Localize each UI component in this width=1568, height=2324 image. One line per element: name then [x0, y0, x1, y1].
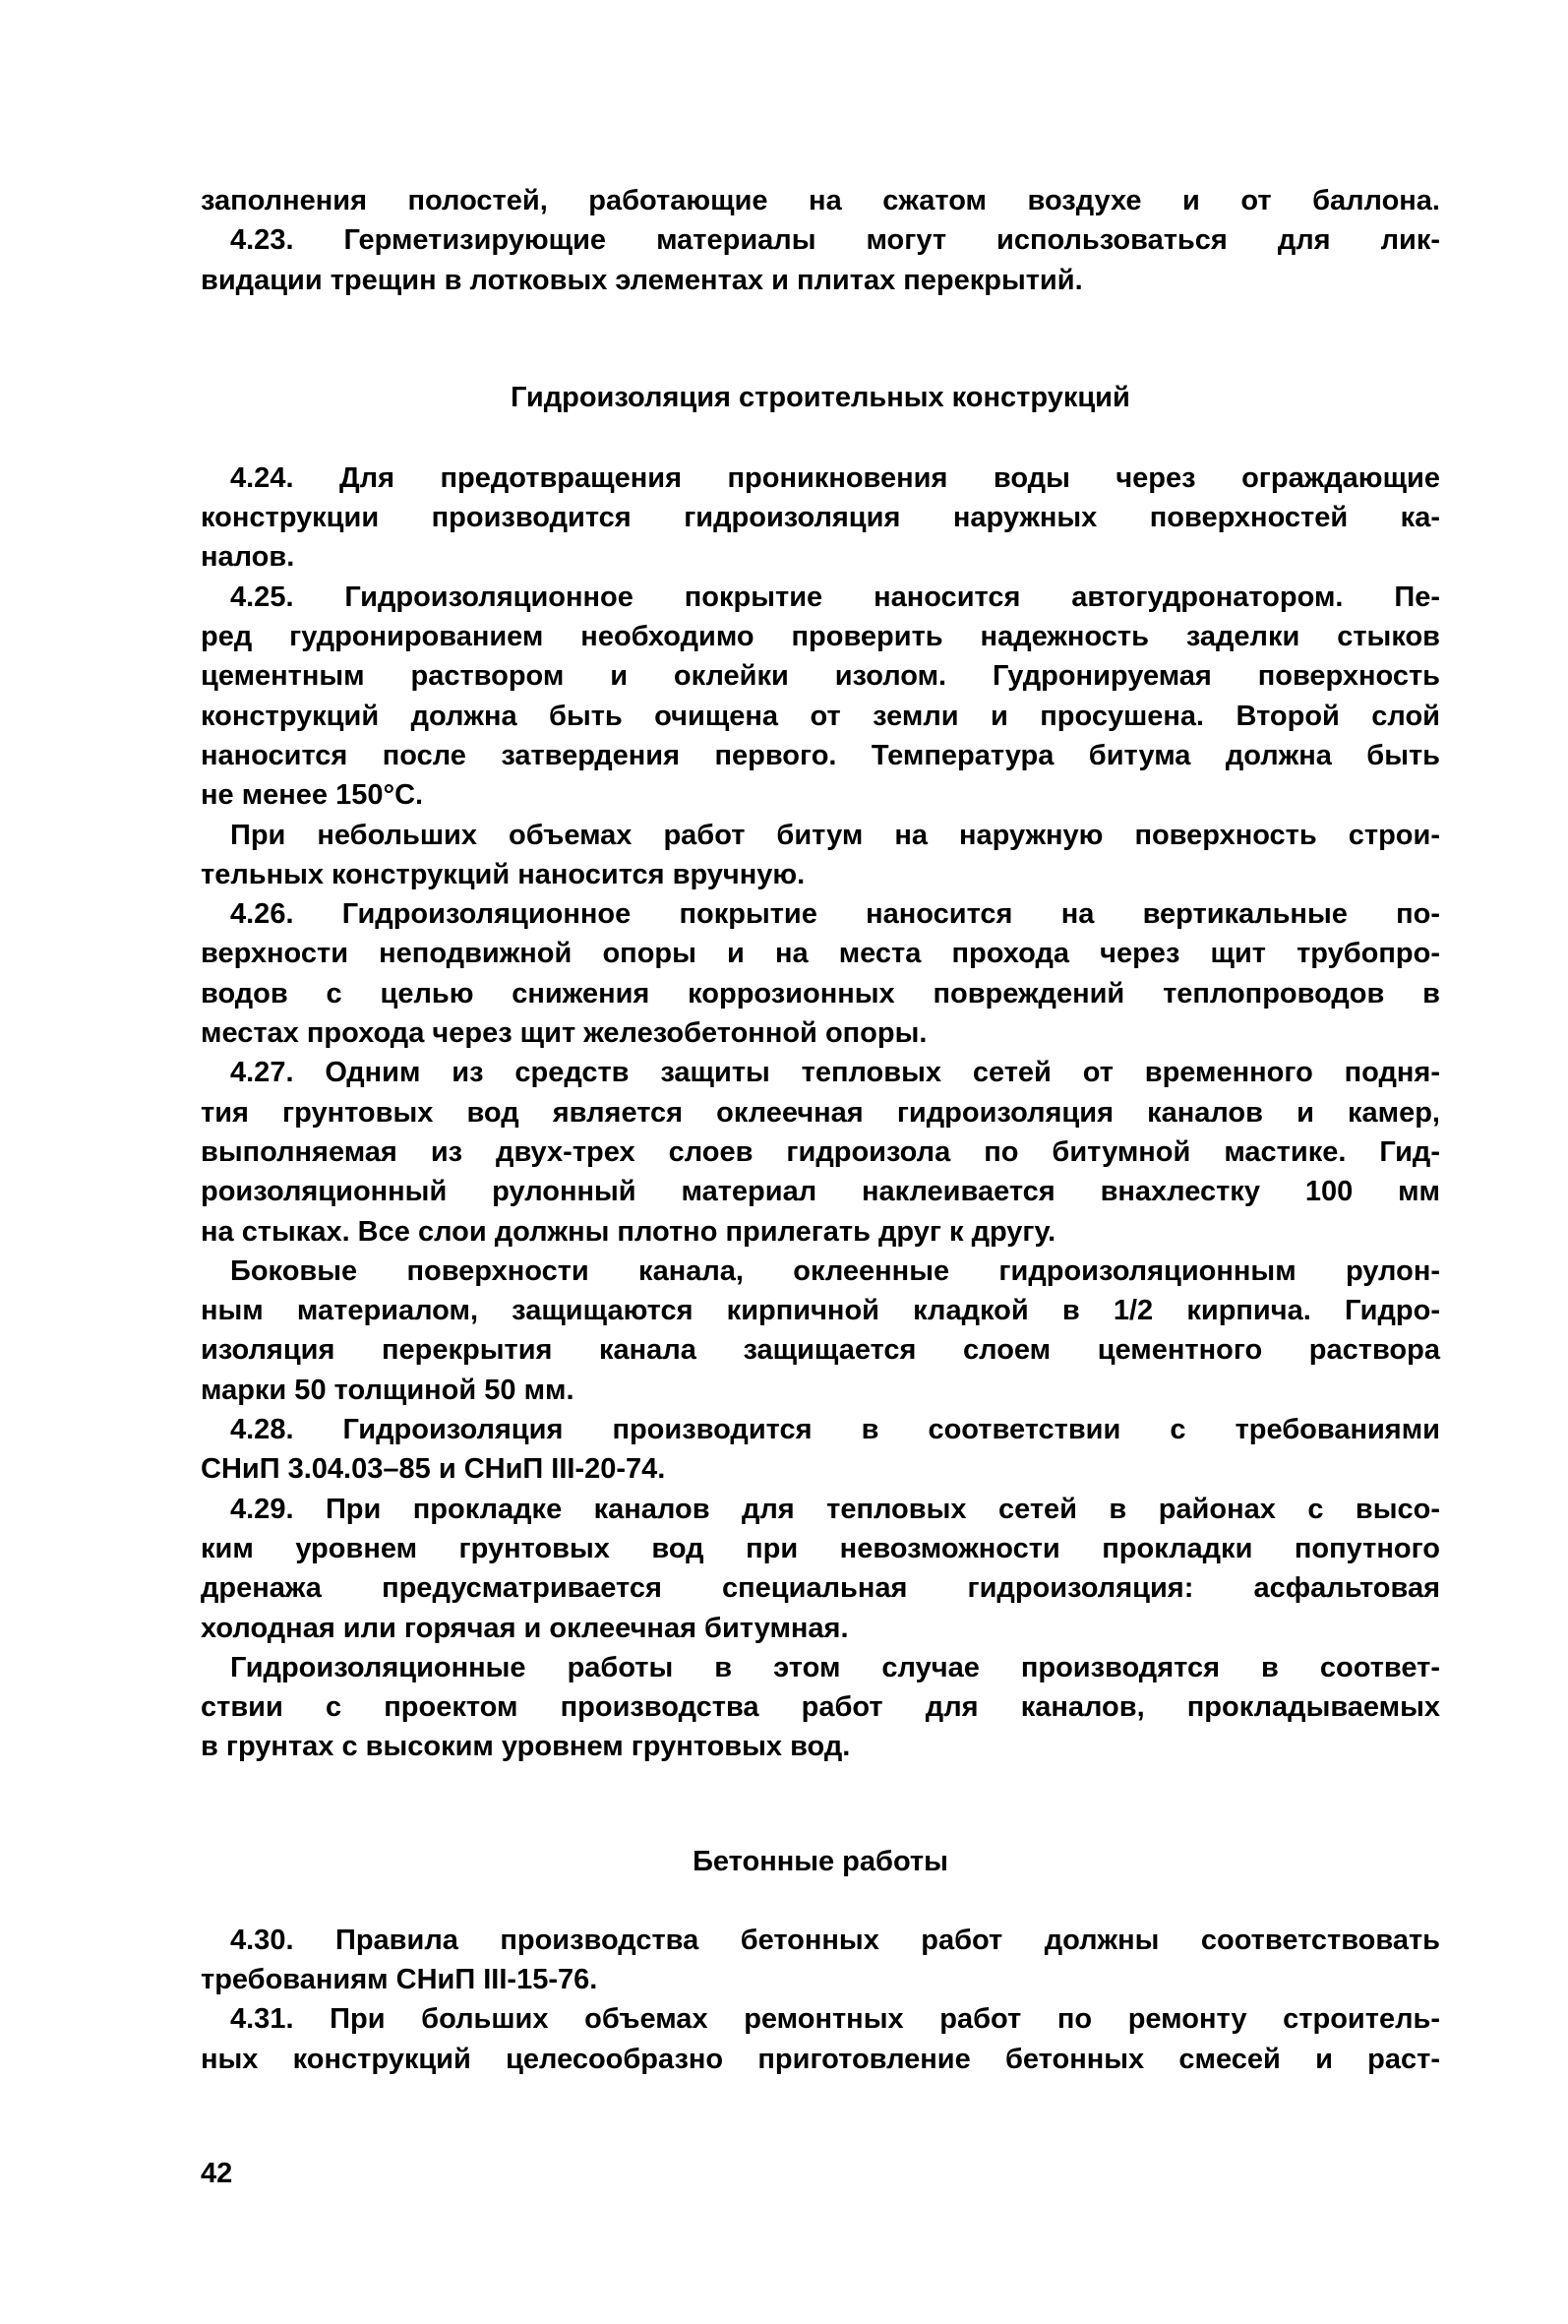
text-line: 4.28. Гидроизоляция производится в соответствии с требованиями: [230, 1414, 1440, 1446]
text-line: выполняемая из двух-трех слоев гидроизола по битумной мастике. Гид-: [201, 1135, 1440, 1168]
text-line: При небольших объемах работ битум на наружную поверхность строи-: [230, 819, 1440, 851]
text-line: ред гудронированием необходимо проверить надежность заделки стыков: [201, 621, 1440, 653]
text-line: тия грунтовых вод является оклеечная гидроизоляция каналов и камер,: [201, 1096, 1440, 1129]
text-line: налов.: [201, 541, 295, 574]
text-line: требованиям СНиП III-15-76.: [201, 1963, 598, 1995]
document-body: [201, 181, 1440, 2079]
paragraph: [201, 894, 1440, 1053]
text-line: заполнения полостей, работающие на сжатом воздухе и от баллона.: [201, 185, 1440, 216]
paragraph: [201, 220, 1440, 300]
text-line: дренажа предусматривается специальная гидроизоляция: асфальтовая: [201, 1572, 1440, 1605]
text-line: 4.27. Одним из средств защиты тепловых сетей от временного подня-: [230, 1057, 1440, 1089]
paragraph: [201, 1921, 1440, 2000]
text-line: холодная или горячая и оклеечная битумная.: [201, 1612, 849, 1644]
section-heading: Гидроизоляция строительных конструкций: [511, 381, 1130, 413]
text-line: изоляция перекрытия канала защищается слоем цементного раствора: [201, 1334, 1440, 1367]
section-heading: Бетонные работы: [693, 1845, 948, 1877]
text-line: ствии с проектом производства работ для каналов, прокладываемых: [201, 1691, 1440, 1724]
paragraph: [201, 181, 1440, 220]
text-line: ных конструкций целесообразно приготовление бетонных смесей и раст-: [201, 2043, 1440, 2075]
text-line: 4.23. Герметизирующие материалы могут использоваться для лик-: [230, 224, 1440, 257]
text-line: наносится после затвердения первого. Температура битума должна быть: [201, 739, 1440, 771]
text-line: верхности неподвижной опоры и на места прохода через щит трубопро-: [201, 938, 1440, 970]
text-line: не менее 150°С.: [201, 779, 424, 812]
paragraph: [201, 1410, 1440, 1490]
text-line: цементным раствором и оклейки изолом. Гудронируемая поверхность: [201, 660, 1440, 693]
paragraph: [201, 1999, 1440, 2079]
text-line: тельных конструкций наносится вручную.: [201, 858, 806, 890]
paragraph: [201, 1252, 1440, 1410]
text-line: Боковые поверхности канала, оклеенные гидроизоляционным рулон-: [230, 1254, 1440, 1287]
text-line: ным материалом, защищаются кирпичной кладкой в 1/2 кирпича. Гидро-: [201, 1295, 1440, 1327]
text-line: 4.31. При больших объемах ремонтных работ по ремонту строитель-: [230, 2003, 1440, 2036]
text-line: роизоляционный рулонный материал наклеивается внахлестку 100 мм: [201, 1176, 1440, 1208]
page-number: 42: [201, 2157, 233, 2189]
text-line: ким уровнем грунтовых вод при невозможности прокладки попутного: [201, 1532, 1440, 1564]
paragraph: [201, 1053, 1440, 1251]
text-line: конструкции производится гидроизоляция наружных поверхностей ка-: [201, 502, 1440, 534]
text-line: видации трещин в лотковых элементах и плитах перекрытий.: [201, 264, 1083, 296]
paragraph: [201, 816, 1440, 895]
paragraph: [201, 1648, 1440, 1767]
text-line: конструкций должна быть очищена от земли и просушена. Второй слой: [201, 700, 1440, 732]
text-line: 4.24. Для предотвращения проникновения воды через ограждающие: [230, 461, 1440, 494]
paragraph: [201, 1490, 1440, 1648]
text-line: местах прохода через щит железобетонной опоры.: [201, 1017, 928, 1050]
text-line: Гидроизоляционные работы в этом случае производятся в соответ-: [230, 1651, 1440, 1683]
text-line: 4.26. Гидроизоляционное покрытие наносится на вертикальные по-: [230, 898, 1440, 931]
text-line: 4.25. Гидроизоляционное покрытие наносится автогудронатором. Пе-: [230, 581, 1440, 613]
text-line: СНиП 3.04.03–85 и СНиП III-20-74.: [201, 1453, 666, 1486]
document-page: [201, 181, 1440, 2193]
paragraph: [201, 459, 1440, 578]
text-line: на стыках. Все слои должны плотно прилегать друг к другу.: [201, 1215, 1056, 1248]
text-line: водов с целью снижения коррозионных повреждений теплопроводов в: [201, 977, 1440, 1009]
paragraph: [201, 578, 1440, 816]
text-line: в грунтах с высоким уровнем грунтовых вод.: [201, 1731, 851, 1763]
text-line: 4.29. При прокладке каналов для тепловых сетей в районах с высо-: [230, 1493, 1440, 1525]
text-line: марки 50 толщиной 50 мм.: [201, 1374, 574, 1406]
text-line: 4.30. Правила производства бетонных работ должны соответствовать: [230, 1924, 1440, 1956]
